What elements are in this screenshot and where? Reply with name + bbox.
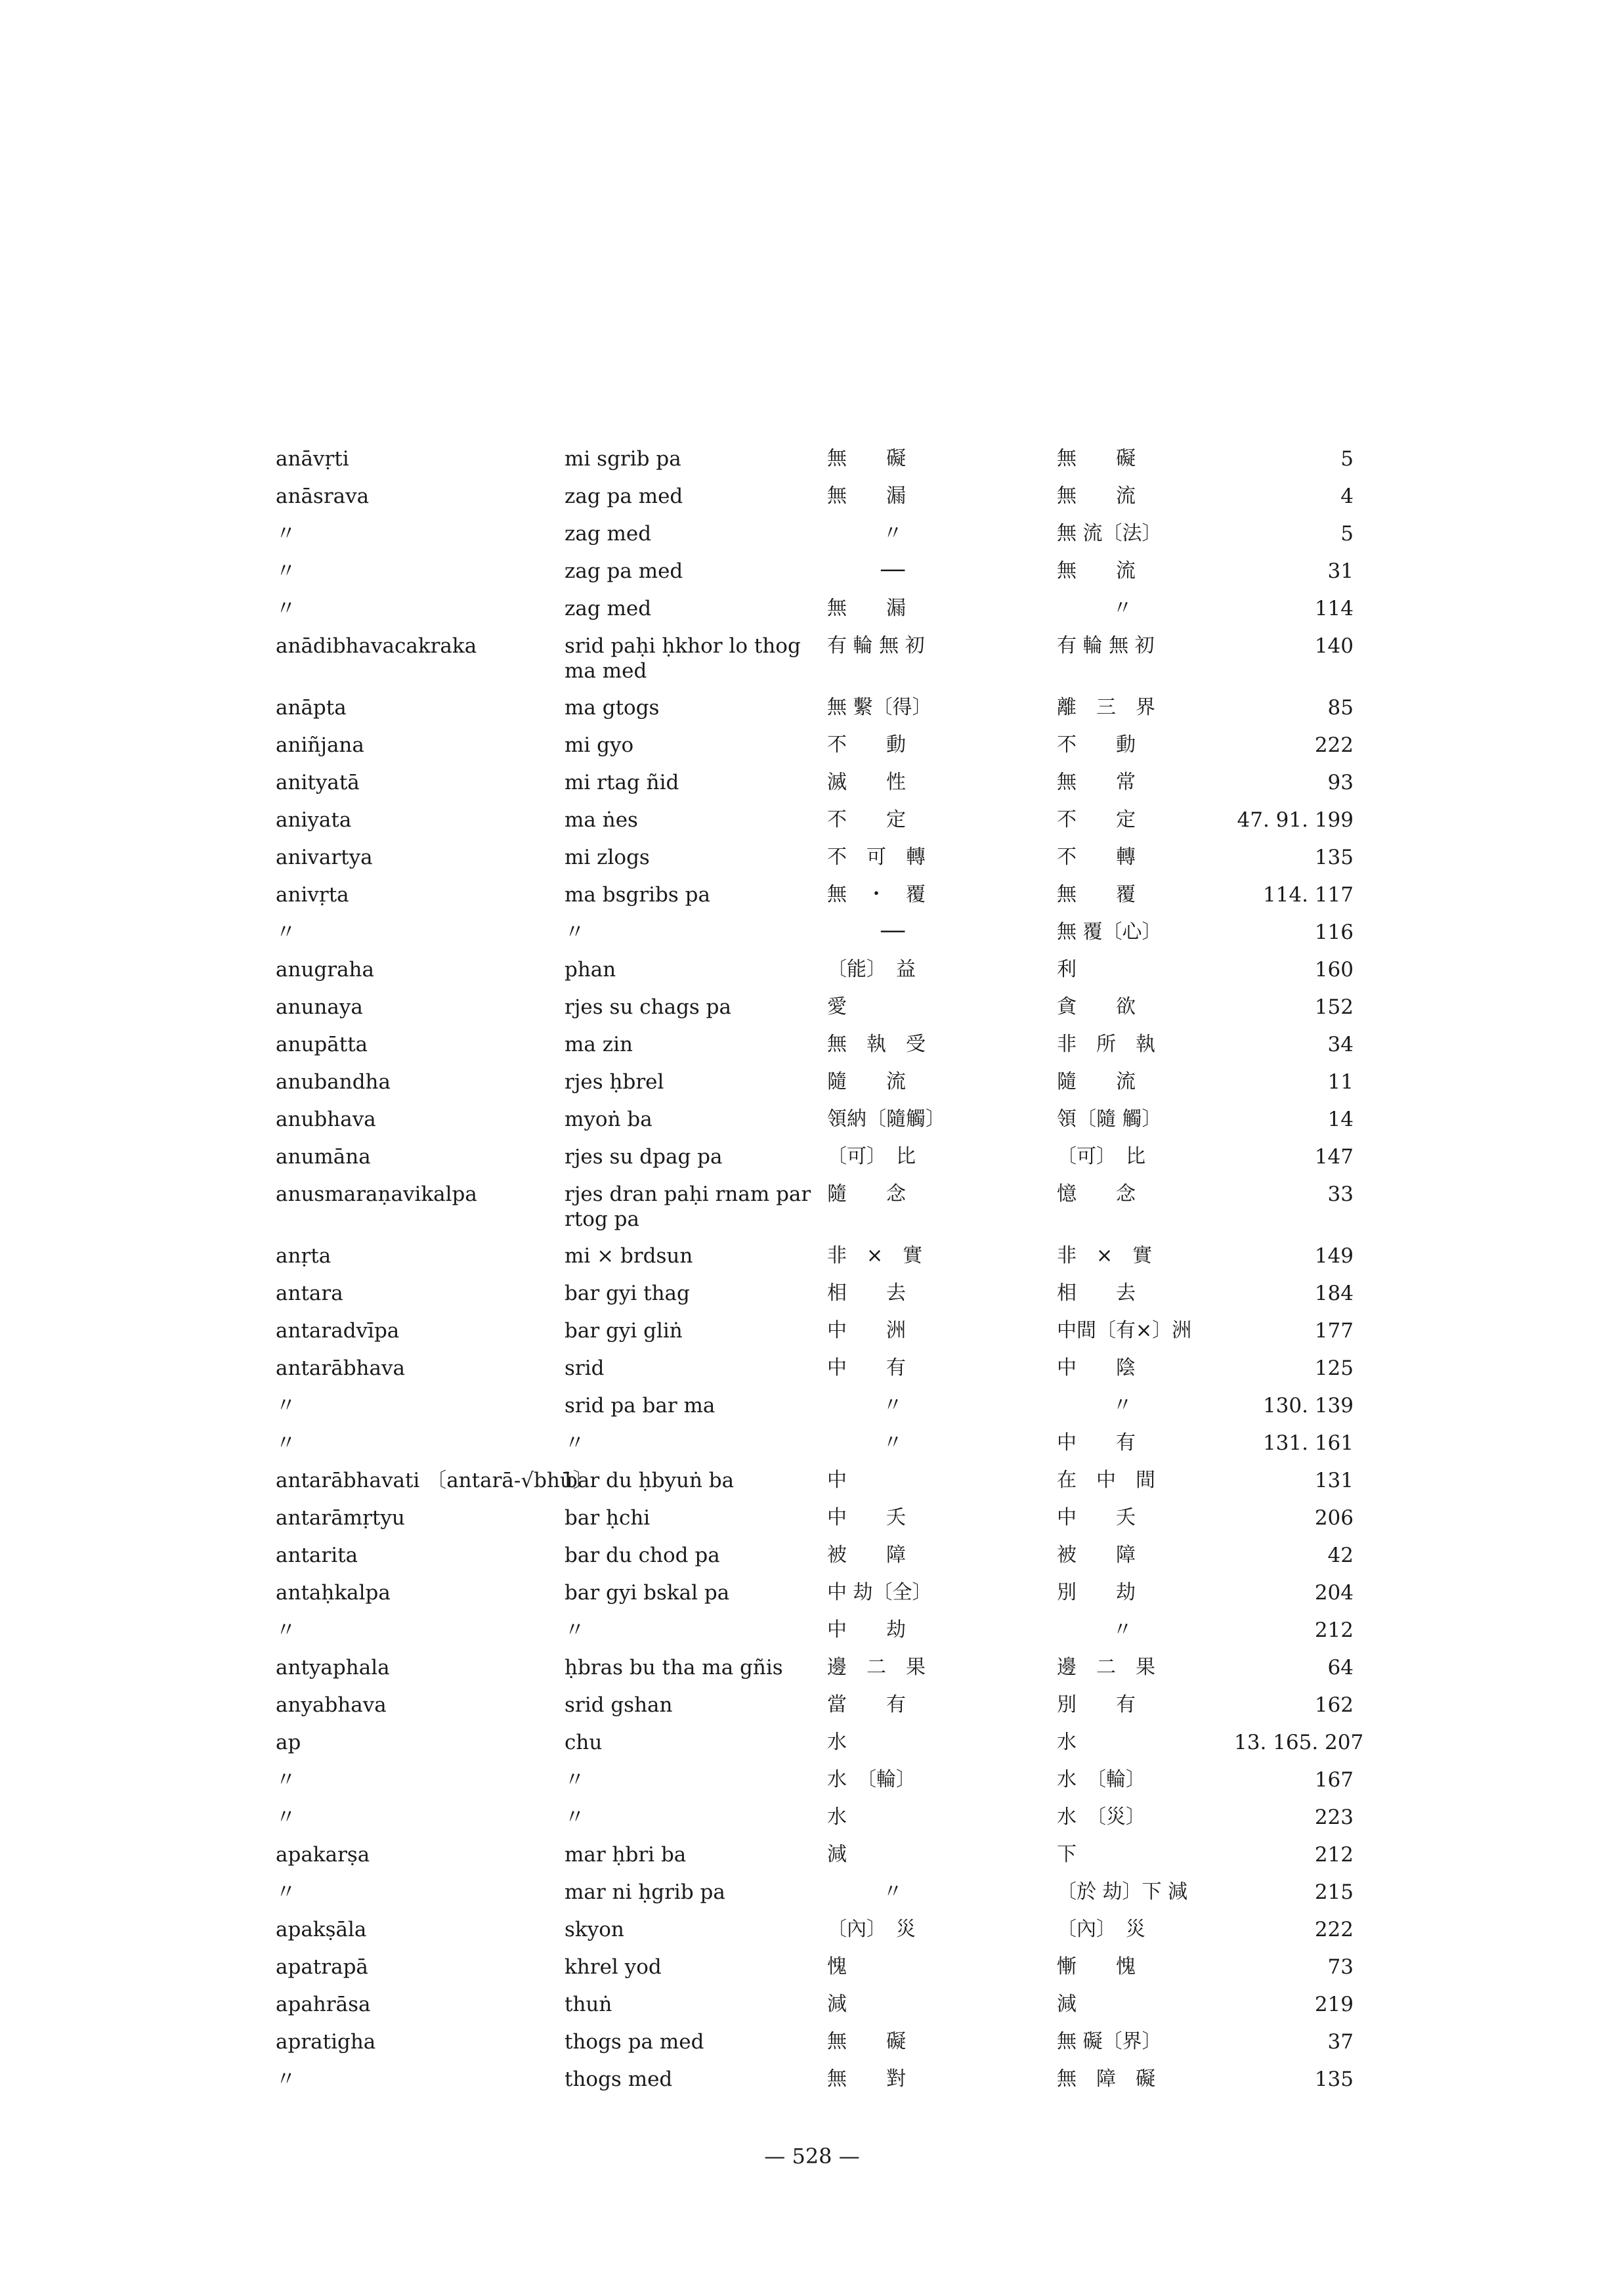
chinese-term-2: 離 三 界 bbox=[1057, 696, 1155, 719]
chinese-term-1: 不 可 轉 bbox=[827, 846, 926, 869]
table-row bbox=[0, 1543, 1624, 1580]
chinese-term-2: 〔於 劫〕下 減 bbox=[1057, 1880, 1188, 1903]
tibetan-term: srid pa bar ma bbox=[565, 1394, 716, 1418]
chinese-term-2: 減 bbox=[1057, 1993, 1077, 2016]
table-row bbox=[0, 1431, 1624, 1468]
sanskrit-term: 〃 bbox=[276, 921, 296, 944]
tibetan-term: bar gyi gliṅ bbox=[565, 1319, 683, 1343]
page-reference: 219 bbox=[1314, 1993, 1354, 2016]
chinese-term-2: 不 動 bbox=[1057, 733, 1136, 756]
page-reference: 147 bbox=[1314, 1145, 1354, 1169]
chinese-term-1: 無 ・ 覆 bbox=[827, 883, 926, 906]
sanskrit-term: anāpta bbox=[276, 696, 347, 720]
page-reference: 149 bbox=[1314, 1244, 1354, 1268]
chinese-term-1: 〔能〕 益 bbox=[827, 958, 916, 981]
table-row bbox=[0, 920, 1624, 957]
page-reference: 114 bbox=[1314, 597, 1354, 620]
chinese-term-1: 中 bbox=[827, 1469, 847, 1492]
tibetan-term: rjes su chags pa bbox=[565, 995, 732, 1019]
chinese-term-1: 無 漏 bbox=[827, 485, 906, 508]
sanskrit-term: anubandha bbox=[276, 1070, 391, 1094]
chinese-term-2: 中 有 bbox=[1057, 1431, 1136, 1454]
page-reference: 135 bbox=[1314, 846, 1354, 869]
tibetan-term: bar gyi bskal pa bbox=[565, 1581, 730, 1605]
chinese-term-1: 〃 bbox=[883, 522, 903, 545]
tibetan-term: mi gyo bbox=[565, 733, 634, 757]
chinese-term-2: 水 〔災〕 bbox=[1057, 1806, 1145, 1829]
tibetan-term: 〃 bbox=[565, 1806, 585, 1829]
chinese-term-2: 〔內〕 災 bbox=[1057, 1918, 1145, 1941]
tibetan-term: thogs pa med bbox=[565, 2030, 704, 2054]
chinese-term-1: 〔可〕 比 bbox=[827, 1145, 916, 1168]
chinese-term-1: 水 bbox=[827, 1731, 847, 1754]
chinese-term-2: 下 bbox=[1057, 1843, 1077, 1866]
chinese-term-1: 隨 流 bbox=[827, 1070, 906, 1093]
sanskrit-term: ap bbox=[276, 1731, 301, 1754]
page-reference: 5 bbox=[1340, 522, 1354, 546]
table-row bbox=[0, 1505, 1624, 1543]
sanskrit-term: anusmaraṇavikalpa bbox=[276, 1182, 477, 1206]
chinese-term-1: 當 有 bbox=[827, 1693, 906, 1716]
page-reference: 131. 161 bbox=[1262, 1431, 1354, 1455]
tibetan-term: zag pa med bbox=[565, 485, 683, 508]
page-reference: 114. 117 bbox=[1262, 883, 1354, 907]
chinese-term-2: 利 bbox=[1057, 958, 1077, 981]
table-row bbox=[0, 1070, 1624, 1107]
chinese-term-1: 〃 bbox=[883, 1431, 903, 1454]
tibetan-term: chu bbox=[565, 1731, 603, 1754]
chinese-term-2: 水 〔輪〕 bbox=[1057, 1768, 1145, 1791]
table-row bbox=[0, 695, 1624, 733]
sanskrit-term: apratigha bbox=[276, 2030, 376, 2054]
sanskrit-term: anṛta bbox=[276, 1244, 331, 1268]
table-row bbox=[0, 1880, 1624, 1917]
sanskrit-term: apatrapā bbox=[276, 1955, 368, 1979]
tibetan-term: phan bbox=[565, 958, 616, 982]
sanskrit-term: anādibhavacakraka bbox=[276, 634, 477, 658]
sanskrit-term: 〃 bbox=[276, 1768, 296, 1792]
table-row bbox=[0, 1730, 1624, 1767]
tibetan-term: thuṅ bbox=[565, 1993, 612, 2016]
chinese-term-1: 〔內〕 災 bbox=[827, 1918, 916, 1941]
sanskrit-term: anityatā bbox=[276, 771, 360, 794]
chinese-term-1: 中 劫〔全〕 bbox=[827, 1581, 932, 1604]
sanskrit-term: anupātta bbox=[276, 1033, 368, 1056]
sanskrit-term: apahrāsa bbox=[276, 1993, 371, 2016]
page-reference: 37 bbox=[1327, 2030, 1354, 2054]
chinese-term-1: 被 障 bbox=[827, 1544, 906, 1567]
page-reference: 167 bbox=[1314, 1768, 1354, 1792]
page-reference: 116 bbox=[1314, 921, 1354, 944]
tibetan-term: ma gtogs bbox=[565, 696, 660, 720]
chinese-term-1: 水 〔輪〕 bbox=[827, 1768, 916, 1791]
table-row bbox=[0, 995, 1624, 1032]
page-reference: 42 bbox=[1327, 1544, 1354, 1567]
tibetan-term: bar du chod pa bbox=[565, 1544, 720, 1567]
sanskrit-term: anumāna bbox=[276, 1145, 371, 1169]
tibetan-term: zag med bbox=[565, 597, 652, 620]
page-number: — 528 — bbox=[764, 2144, 860, 2169]
sanskrit-term: antaḥkalpa bbox=[276, 1581, 391, 1605]
tibetan-term: mar ḥbri ba bbox=[565, 1843, 687, 1867]
tibetan-term: mar ni ḥgrib pa bbox=[565, 1880, 725, 1904]
page-reference: 160 bbox=[1314, 958, 1354, 982]
tibetan-term: mi sgrib pa bbox=[565, 447, 681, 471]
chinese-term-2: 〃 bbox=[1113, 597, 1132, 620]
chinese-term-2: 領〔隨 觸〕 bbox=[1057, 1108, 1162, 1131]
chinese-term-1: 滅 性 bbox=[827, 771, 906, 794]
sanskrit-term: 〃 bbox=[276, 559, 296, 583]
chinese-term-2: 慚 愧 bbox=[1057, 1955, 1136, 1978]
tibetan-term: bar du ḥbyuṅ ba bbox=[565, 1469, 735, 1492]
chinese-term-2: 無 流〔法〕 bbox=[1057, 522, 1162, 545]
page-reference: 215 bbox=[1314, 1880, 1354, 1904]
chinese-term-1: 無 對 bbox=[827, 2068, 906, 2090]
sanskrit-term: antarāmṛtyu bbox=[276, 1506, 405, 1530]
tibetan-term: ma zin bbox=[565, 1033, 633, 1056]
tibetan-term: khrel yod bbox=[565, 1955, 662, 1979]
chinese-term-1: 有 輪 無 初 bbox=[827, 634, 925, 657]
chinese-term-1: 水 bbox=[827, 1806, 847, 1829]
sanskrit-term: anāvṛti bbox=[276, 447, 349, 471]
page-reference: 177 bbox=[1314, 1319, 1354, 1343]
table-row bbox=[0, 882, 1624, 920]
page-reference: 184 bbox=[1314, 1282, 1354, 1305]
chinese-term-1: 無 漏 bbox=[827, 597, 906, 620]
sanskrit-term: antyaphala bbox=[276, 1656, 390, 1679]
chinese-term-1: 中 夭 bbox=[827, 1506, 906, 1529]
chinese-term-1: ── bbox=[880, 559, 905, 582]
chinese-term-2: 無 礙 bbox=[1057, 447, 1136, 470]
sanskrit-term: anugraha bbox=[276, 958, 375, 982]
page-reference: 162 bbox=[1314, 1693, 1354, 1717]
sanskrit-term: anāsrava bbox=[276, 485, 370, 508]
table-row bbox=[0, 1468, 1624, 1505]
tibetan-term: srid paḥi ḥkhor lo thog ma med bbox=[565, 634, 801, 683]
page-reference: 34 bbox=[1327, 1033, 1354, 1056]
page-reference: 93 bbox=[1327, 771, 1354, 794]
tibetan-term: bar ḥchi bbox=[565, 1506, 651, 1530]
table-row bbox=[0, 1618, 1624, 1655]
tibetan-term: ma ṅes bbox=[565, 808, 638, 832]
table-row bbox=[0, 446, 1624, 484]
page-reference: 11 bbox=[1327, 1070, 1354, 1094]
chinese-term-2: 無 覆 bbox=[1057, 883, 1136, 906]
page-reference: 33 bbox=[1327, 1182, 1354, 1206]
table-row bbox=[0, 521, 1624, 559]
chinese-term-1: 領納〔隨觸〕 bbox=[827, 1108, 945, 1131]
chinese-term-2: 非 × 實 bbox=[1057, 1244, 1153, 1267]
chinese-term-2: 無 覆〔心〕 bbox=[1057, 921, 1162, 943]
chinese-term-2: 無 常 bbox=[1057, 771, 1136, 794]
sanskrit-term: antarita bbox=[276, 1544, 358, 1567]
page-reference: 204 bbox=[1314, 1581, 1354, 1605]
chinese-term-2: 中間〔有×〕洲 bbox=[1057, 1319, 1192, 1342]
chinese-term-2: 無 障 礙 bbox=[1057, 2068, 1155, 2090]
sanskrit-term: antaradvīpa bbox=[276, 1319, 400, 1343]
tibetan-term: mi rtag ñid bbox=[565, 771, 679, 794]
tibetan-term: thogs med bbox=[565, 2068, 673, 2091]
chinese-term-2: 〃 bbox=[1113, 1394, 1132, 1417]
page-reference: 131 bbox=[1314, 1469, 1354, 1492]
table-row bbox=[0, 1182, 1624, 1244]
tibetan-term: 〃 bbox=[565, 921, 585, 944]
table-row bbox=[0, 1767, 1624, 1805]
chinese-term-1: 減 bbox=[827, 1843, 847, 1866]
sanskrit-term: 〃 bbox=[276, 1806, 296, 1829]
chinese-term-2: 被 障 bbox=[1057, 1544, 1136, 1567]
page-reference: 135 bbox=[1314, 2068, 1354, 2091]
sanskrit-term: 〃 bbox=[276, 1880, 296, 1904]
sanskrit-term: 〃 bbox=[276, 597, 296, 620]
tibetan-term: skyon bbox=[565, 1918, 624, 1941]
sanskrit-term: anivartya bbox=[276, 846, 373, 869]
table-row bbox=[0, 845, 1624, 882]
table-row bbox=[0, 596, 1624, 634]
tibetan-term: bar gyi thag bbox=[565, 1282, 690, 1305]
chinese-term-2: 別 劫 bbox=[1057, 1581, 1136, 1604]
chinese-term-1: 〃 bbox=[883, 1394, 903, 1417]
chinese-term-2: 在 中 間 bbox=[1057, 1469, 1155, 1492]
chinese-term-2: 憶 念 bbox=[1057, 1182, 1136, 1205]
sanskrit-term: antarābhava bbox=[276, 1356, 405, 1380]
table-row bbox=[0, 2067, 1624, 2104]
tibetan-term: srid bbox=[565, 1356, 605, 1380]
table-row bbox=[0, 484, 1624, 521]
chinese-term-1: 減 bbox=[827, 1993, 847, 2016]
chinese-term-2: 無 流 bbox=[1057, 559, 1136, 582]
page-reference: 31 bbox=[1327, 559, 1354, 583]
tibetan-term: zag pa med bbox=[565, 559, 683, 583]
page-reference: 212 bbox=[1314, 1843, 1354, 1867]
chinese-term-2: 無 流 bbox=[1057, 485, 1136, 508]
table-row bbox=[0, 733, 1624, 770]
page-reference: 222 bbox=[1314, 1918, 1354, 1941]
tibetan-term: rjes ḥbrel bbox=[565, 1070, 664, 1094]
table-row bbox=[0, 1393, 1624, 1431]
chinese-term-1: 非 × 實 bbox=[827, 1244, 923, 1267]
chinese-term-1: 相 去 bbox=[827, 1282, 906, 1305]
tibetan-term: mi × brdsun bbox=[565, 1244, 693, 1268]
page-reference: 152 bbox=[1314, 995, 1354, 1019]
chinese-term-1: 愛 bbox=[827, 995, 847, 1018]
table-row bbox=[0, 1318, 1624, 1356]
tibetan-term: 〃 bbox=[565, 1431, 585, 1455]
chinese-term-1: 中 劫 bbox=[827, 1618, 906, 1641]
sanskrit-term: 〃 bbox=[276, 1618, 296, 1642]
chinese-term-2: 水 bbox=[1057, 1731, 1077, 1754]
chinese-term-2: 中 夭 bbox=[1057, 1506, 1136, 1529]
table-row bbox=[0, 634, 1624, 695]
chinese-term-2: 〔可〕 比 bbox=[1057, 1145, 1145, 1168]
chinese-term-2: 相 去 bbox=[1057, 1282, 1136, 1305]
tibetan-term: zag med bbox=[565, 522, 652, 546]
page-reference: 206 bbox=[1314, 1506, 1354, 1530]
sanskrit-term: anyabhava bbox=[276, 1693, 387, 1717]
tibetan-term: ma bsgribs pa bbox=[565, 883, 710, 907]
sanskrit-term: aniyata bbox=[276, 808, 352, 832]
page-reference: 212 bbox=[1314, 1618, 1354, 1642]
glossary-table bbox=[0, 446, 1624, 2104]
page-reference: 5 bbox=[1340, 447, 1354, 471]
tibetan-term: 〃 bbox=[565, 1768, 585, 1792]
page-reference: 222 bbox=[1314, 733, 1354, 757]
chinese-term-2: 邊 二 果 bbox=[1057, 1656, 1155, 1679]
sanskrit-term: anubhava bbox=[276, 1108, 376, 1131]
table-row bbox=[0, 1842, 1624, 1880]
page-reference: 130. 139 bbox=[1262, 1394, 1354, 1418]
table-row bbox=[0, 559, 1624, 596]
chinese-term-2: 有 輪 無 初 bbox=[1057, 634, 1155, 657]
chinese-term-1: 中 洲 bbox=[827, 1319, 906, 1342]
chinese-term-2: 不 定 bbox=[1057, 808, 1136, 831]
tibetan-term: rjes dran paḥi rnam par rtog pa bbox=[565, 1182, 811, 1231]
table-row bbox=[0, 1032, 1624, 1070]
chinese-term-2: 〃 bbox=[1113, 1618, 1132, 1641]
chinese-term-2: 不 轉 bbox=[1057, 846, 1136, 869]
page-reference: 4 bbox=[1340, 485, 1354, 508]
page-reference: 140 bbox=[1314, 634, 1354, 658]
table-row bbox=[0, 1356, 1624, 1393]
tibetan-term: ḥbras bu tha ma gñis bbox=[565, 1656, 783, 1679]
table-row bbox=[0, 1244, 1624, 1281]
table-row bbox=[0, 1693, 1624, 1730]
tibetan-term: 〃 bbox=[565, 1618, 585, 1642]
sanskrit-term: anivṛta bbox=[276, 883, 349, 907]
page-reference: 223 bbox=[1314, 1806, 1354, 1829]
table-row bbox=[0, 808, 1624, 845]
table-row bbox=[0, 770, 1624, 808]
tibetan-term: mi zlogs bbox=[565, 846, 650, 869]
page-reference: 14 bbox=[1327, 1108, 1354, 1131]
page-reference: 13. 165. 207 bbox=[1234, 1731, 1364, 1754]
chinese-term-2: 非 所 執 bbox=[1057, 1033, 1155, 1056]
chinese-term-1: 無 礙 bbox=[827, 2030, 906, 2053]
table-row bbox=[0, 1992, 1624, 2029]
chinese-term-1: 不 動 bbox=[827, 733, 906, 756]
table-row bbox=[0, 1655, 1624, 1693]
table-row bbox=[0, 2029, 1624, 2067]
page-reference: 64 bbox=[1327, 1656, 1354, 1679]
chinese-term-2: 別 有 bbox=[1057, 1693, 1136, 1716]
table-row bbox=[0, 1580, 1624, 1618]
table-row bbox=[0, 957, 1624, 995]
chinese-term-1: 隨 念 bbox=[827, 1182, 906, 1205]
chinese-term-2: 無 礙〔界〕 bbox=[1057, 2030, 1162, 2053]
chinese-term-1: 〃 bbox=[883, 1880, 903, 1903]
chinese-term-1: ── bbox=[880, 921, 905, 943]
tibetan-term: srid gshan bbox=[565, 1693, 673, 1717]
page-reference: 73 bbox=[1327, 1955, 1354, 1979]
sanskrit-term: apakarṣa bbox=[276, 1843, 370, 1867]
page-reference: 47. 91. 199 bbox=[1237, 808, 1354, 832]
sanskrit-term: 〃 bbox=[276, 522, 296, 546]
sanskrit-term: apakṣāla bbox=[276, 1918, 367, 1941]
chinese-term-1: 邊 二 果 bbox=[827, 1656, 926, 1679]
sanskrit-term: 〃 bbox=[276, 2068, 296, 2091]
sanskrit-term: 〃 bbox=[276, 1431, 296, 1455]
sanskrit-term: aniñjana bbox=[276, 733, 364, 757]
chinese-term-1: 愧 bbox=[827, 1955, 847, 1978]
chinese-term-1: 無 礙 bbox=[827, 447, 906, 470]
sanskrit-term: 〃 bbox=[276, 1394, 296, 1418]
chinese-term-1: 無 繫〔得〕 bbox=[827, 696, 932, 719]
chinese-term-2: 中 陰 bbox=[1057, 1356, 1136, 1379]
chinese-term-1: 無 執 受 bbox=[827, 1033, 926, 1056]
chinese-term-2: 隨 流 bbox=[1057, 1070, 1136, 1093]
table-row bbox=[0, 1917, 1624, 1955]
table-row bbox=[0, 1107, 1624, 1144]
page-reference: 125 bbox=[1314, 1356, 1354, 1380]
tibetan-term: myoṅ ba bbox=[565, 1108, 652, 1131]
table-row bbox=[0, 1955, 1624, 1992]
chinese-term-2: 貪 欲 bbox=[1057, 995, 1136, 1018]
sanskrit-term: antarābhavati 〔antarā-√bhū〕 bbox=[276, 1469, 593, 1492]
table-row bbox=[0, 1144, 1624, 1182]
sanskrit-term: anunaya bbox=[276, 995, 363, 1019]
table-row bbox=[0, 1805, 1624, 1842]
page-reference: 85 bbox=[1327, 696, 1354, 720]
chinese-term-1: 不 定 bbox=[827, 808, 906, 831]
table-row bbox=[0, 1281, 1624, 1318]
chinese-term-1: 中 有 bbox=[827, 1356, 906, 1379]
sanskrit-term: antara bbox=[276, 1282, 343, 1305]
tibetan-term: rjes su dpag pa bbox=[565, 1145, 723, 1169]
